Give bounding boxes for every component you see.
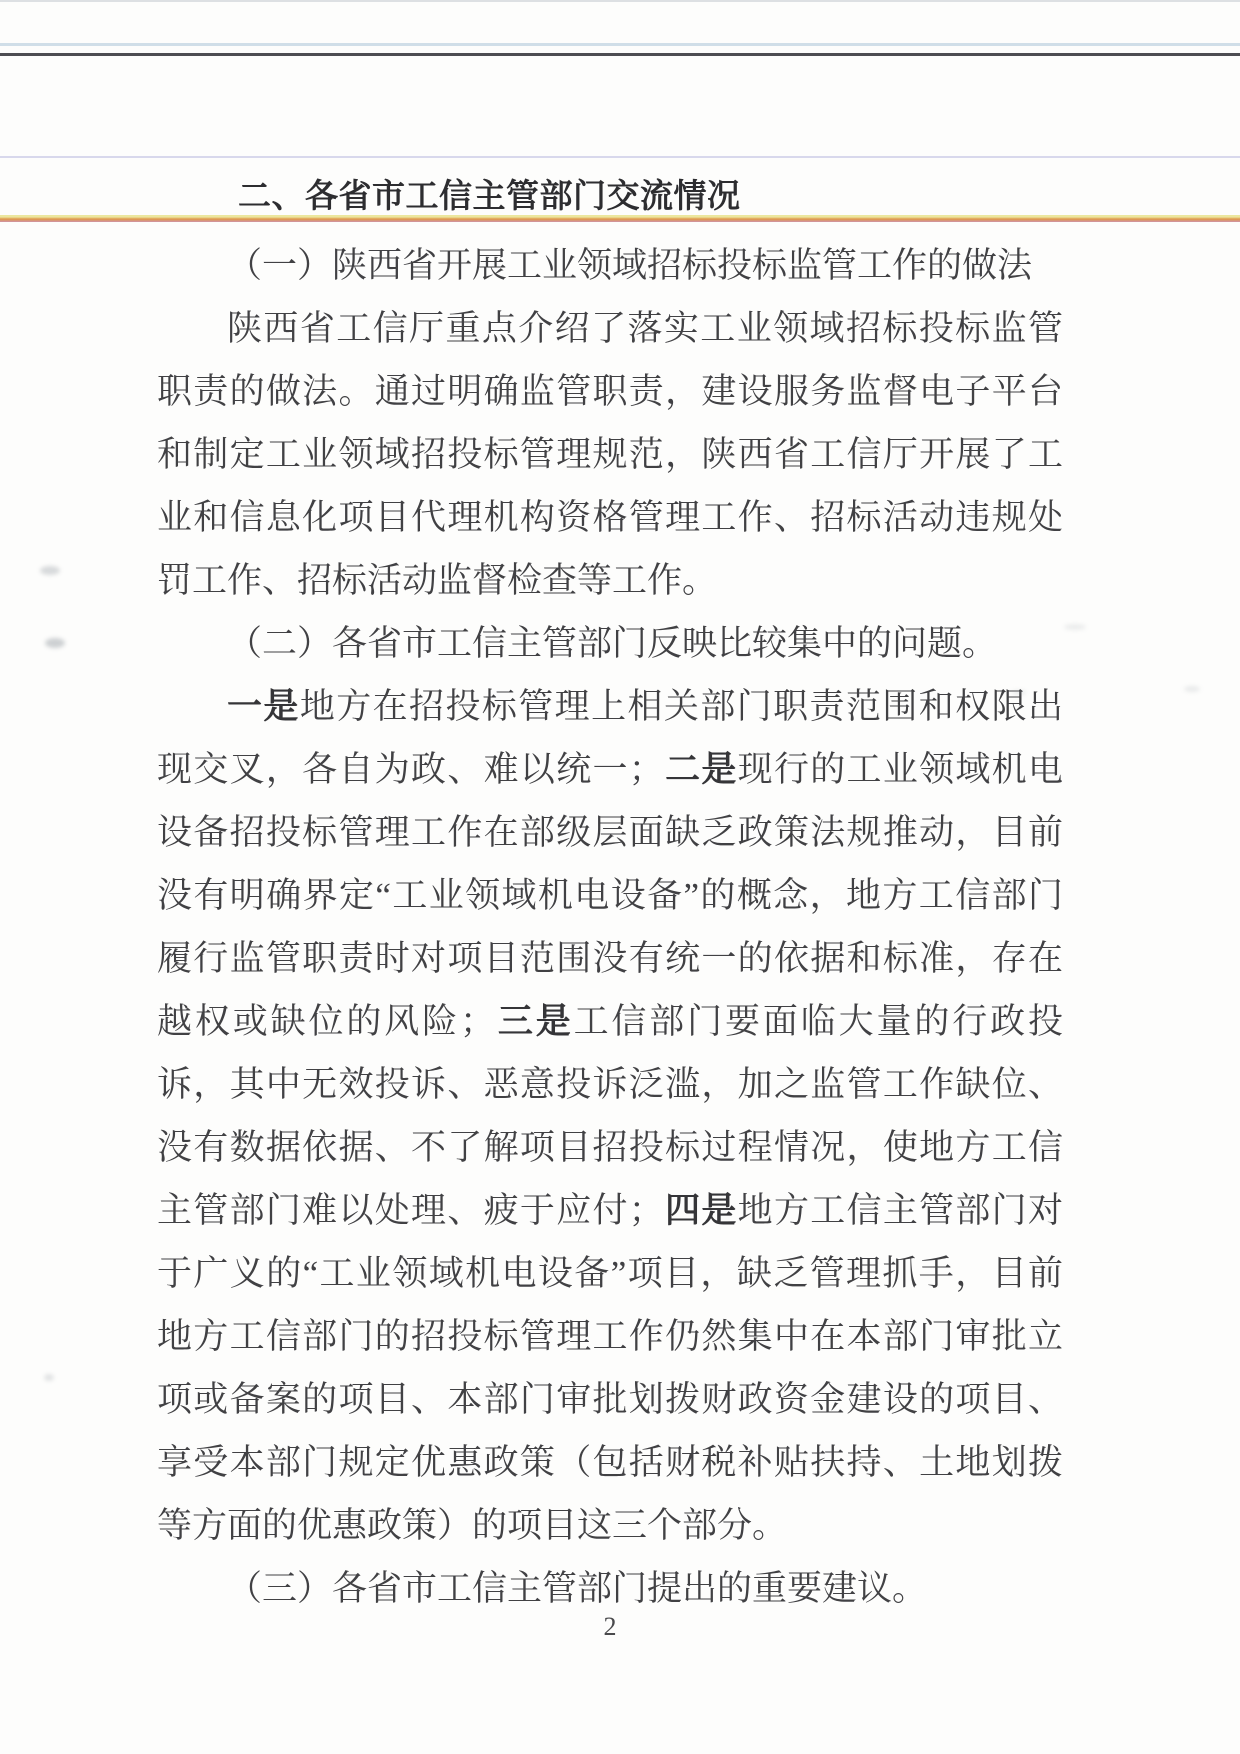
heading-lavender-rule <box>0 156 1240 158</box>
subsection-2-heading: （二）各省市工信主管部门反映比较集中的问题。 <box>227 624 998 663</box>
problem-marker-3: 三是 <box>494 1002 574 1041</box>
document-body <box>157 224 1063 1620</box>
scan-smudge <box>44 1374 54 1381</box>
scan-smudge <box>1064 624 1086 630</box>
paragraph-common-problems <box>157 675 1063 1557</box>
page-number: 2 <box>603 1612 617 1641</box>
problem-text-2: 现行的工业领域机电设备招投标管理工作在部级层面缺乏政策法规推动，目前没有明确界定“工业领域机电设备”的概念，地方工信部门履行监管职责时对项目范围没有统一的依据和标准，存在越权或缺位的风险； <box>157 750 1063 1041</box>
top-hairline-rule <box>0 0 1240 2</box>
problem-text-1: 地方在招投标管理上相关部门职责范围和权限出现交叉，各自为政、难以统一； <box>157 687 1063 789</box>
top-dark-gray-rule <box>0 53 1240 56</box>
section-heading: 二、各省市工信主管部门交流情况 <box>238 177 741 214</box>
gold-gradient-rule <box>0 215 1240 222</box>
scan-smudge <box>1012 690 1026 695</box>
scan-smudge <box>45 638 65 648</box>
problem-marker-4: 四是 <box>663 1191 738 1230</box>
scan-smudge <box>1184 686 1200 692</box>
paragraph-shaanxi-practices: 陕西省工信厅重点介绍了落实工业领域招标投标监管职责的做法。通过明确监管职责，建设服务监督电子平台和制定工业领域招投标管理规范，陕西省工信厅开展了工业和信息化项目代理机构资格管理工作、招标活动违规处罚工作、招标活动监督检查等工作。 <box>157 309 1063 600</box>
problem-text-4: 地方工信主管部门对于广义的“工业领域机电设备”项目，缺乏管理抓手，目前地方工信部门的招投标管理工作仍然集中在本部门审批立项或备案的项目、本部门审批划拨财政资金建设的项目、享受本部门规定优惠政策（包括财税补贴扶持、土地划拨等方面的优惠政策）的项目这三个部分。 <box>157 1191 1063 1545</box>
subsection-3-heading: （三）各省市工信主管部门提出的重要建议。 <box>227 1569 928 1608</box>
problem-marker-2: 二是 <box>663 750 738 789</box>
subsection-1-heading: （一）陕西省开展工业领域招标投标监管工作的做法 <box>227 246 1033 285</box>
top-light-blue-rule <box>0 43 1240 46</box>
scan-smudge <box>40 566 60 575</box>
problem-text-3: 工信部门要面临大量的行政投诉，其中无效投诉、恶意投诉泛滥，加之监管工作缺位、没有数据依据、不了解项目招投标过程情况，使地方工信主管部门难以处理、疲于应付； <box>157 1002 1063 1230</box>
problem-marker-1: 一是 <box>227 687 300 726</box>
